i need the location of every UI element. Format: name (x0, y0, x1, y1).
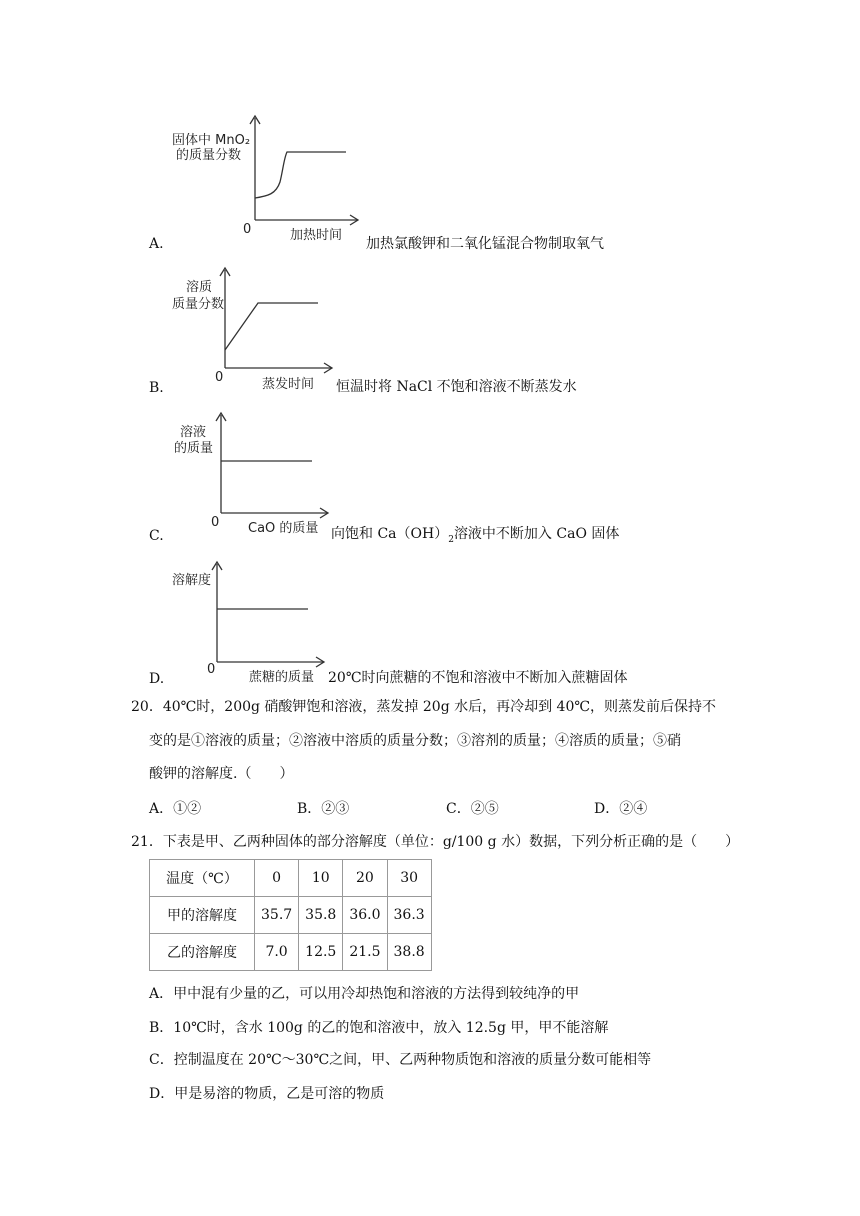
graph-c-ylabel-line1: 溶液 (180, 425, 207, 440)
table-cell: 36.3 (387, 897, 431, 934)
q20-option-d[interactable]: D．②④ (594, 801, 648, 817)
q20-option-a[interactable]: A．①② (149, 801, 202, 817)
table-cell: 35.7 (255, 897, 299, 934)
option-b-letter: B. (149, 380, 164, 396)
graph-b-curve (225, 303, 318, 350)
option-c-letter: C. (149, 528, 164, 544)
table-header-row (150, 860, 432, 897)
graph-d-chart (202, 556, 332, 671)
q20-line3: 酸钾的溶解度.（ ） (149, 766, 294, 782)
graph-b-chart (210, 262, 340, 377)
graph-a-origin: 0 (243, 222, 252, 237)
table-header-cell: 10 (299, 860, 343, 897)
q20-option-c[interactable]: C．②⑤ (446, 801, 499, 817)
graph-a-xlabel: 加热时间 (290, 228, 343, 243)
option-b-desc: 恒温时将 NaCl 不饱和溶液不断蒸发水 (336, 379, 577, 395)
graph-c-xlabel: CaO 的质量 (248, 521, 319, 536)
table-cell: 36.0 (343, 897, 387, 934)
graph-c-chart (206, 407, 336, 522)
graph-a-ylabel-line2: 的质量分数 (176, 148, 242, 163)
table-cell: 21.5 (343, 934, 387, 971)
table-header-cell: 0 (255, 860, 299, 897)
graph-b-ylabel-line1: 溶质 (186, 280, 213, 295)
q20-line1: 20．40℃时，200g 硝酸钾饱和溶液，蒸发掉 20g 水后，再冷却到 40℃，则蒸发前后保持不 (131, 699, 717, 715)
graph-a-ylabel-line1: 固体中 MnO₂ (172, 133, 251, 148)
table-cell: 7.0 (255, 934, 299, 971)
q20-line2: 变的是①溶液的质量；②溶液中溶质的质量分数；③溶剂的质量；④溶质的质量；⑤硝 (149, 733, 681, 749)
graph-b-xlabel: 蒸发时间 (262, 377, 315, 392)
q21-stem: 21．下表是甲、乙两种固体的部分溶解度（单位：g/100 g 水）数据，下列分析正确的是（ ） (131, 834, 740, 850)
option-c-desc-pre: 向饱和 Ca（OH） (331, 526, 449, 542)
option-a-letter: A. (149, 236, 164, 252)
table-row-label: 甲的溶解度 (150, 897, 255, 934)
q20-option-b[interactable]: B．②③ (297, 801, 350, 817)
option-c-desc (331, 524, 619, 550)
table-header-cell: 20 (343, 860, 387, 897)
option-c-desc-post: 溶液中不断加入 CaO 固体 (453, 526, 620, 542)
table-header-cell: 30 (387, 860, 431, 897)
q21-option-b[interactable]: B．10℃时，含水 100g 的乙的饱和溶液中，放入 12.5g 甲，甲不能溶解 (149, 1020, 609, 1036)
option-d-desc: 20℃时向蔗糖的不饱和溶液中不断加入蔗糖固体 (328, 670, 628, 686)
table-cell: 38.8 (387, 934, 431, 971)
graph-d-xlabel: 蔗糖的质量 (249, 670, 315, 685)
graph-c-ylabel-line2: 的质量 (174, 441, 214, 456)
graph-c-origin: 0 (211, 515, 220, 530)
table-row-label: 乙的溶解度 (150, 934, 255, 971)
q21-option-d[interactable]: D．甲是易溶的物质，乙是可溶的物质 (149, 1086, 385, 1102)
table-row (150, 897, 432, 934)
solubility-table (149, 859, 432, 971)
table-cell: 35.8 (299, 897, 343, 934)
graph-a-curve (255, 152, 346, 198)
option-d-letter: D. (149, 671, 165, 687)
graph-d-ylabel: 溶解度 (172, 573, 212, 588)
graph-b-ylabel-line2: 质量分数 (172, 297, 225, 312)
table-cell: 12.5 (299, 934, 343, 971)
q21-option-c[interactable]: C．控制温度在 20℃～30℃之间，甲、乙两种物质饱和溶液的质量分数可能相等 (149, 1052, 652, 1068)
graph-a-chart (240, 110, 370, 230)
graph-b-origin: 0 (215, 370, 224, 385)
table-row (150, 934, 432, 971)
graph-d-origin: 0 (207, 662, 216, 677)
q21-option-a[interactable]: A．甲中混有少量的乙，可以用冷却热饱和溶液的方法得到较纯净的甲 (149, 986, 580, 1002)
table-header-cell: 温度（℃） (150, 860, 255, 897)
option-c-desc-sub: 2 (448, 534, 454, 545)
option-a-desc: 加热氯酸钾和二氧化锰混合物制取氧气 (366, 236, 604, 252)
